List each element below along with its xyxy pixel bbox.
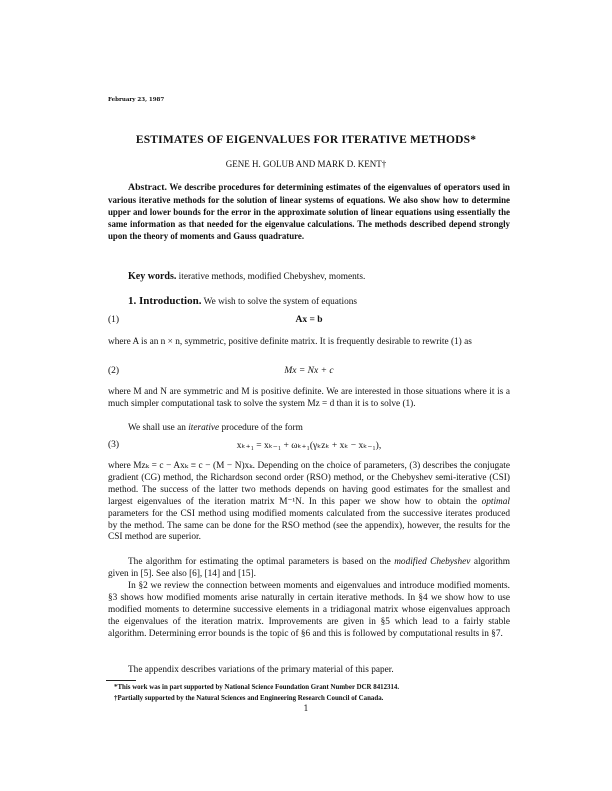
paragraph: In §2 we review the connection between moments and eigenvalues and introduce modified moments. §3 shows how modified moments arise naturally in certain iterative methods. In §4 we show how to use modified moments to determine successive elements in a tridiagonal matrix whose eigenvalues approach the eigenvalues of the iteration matrix. Improvements are given in §5 which lead to a fairly stable algorithm. Determining error bounds is the topic of §6 and this is followed by computational results in §7. bbox=[108, 581, 510, 639]
keywords-text: iterative methods, modified Chebyshev, moments. bbox=[178, 272, 366, 282]
equation-number: (3) bbox=[108, 440, 120, 450]
text: parameters for the CSI method using modified moments calculated from the successive iterates produced by the method. The same can be done for the RSO method (see the appendix), however, the results for the CSI method are superior. bbox=[108, 508, 510, 543]
text: algorithm given in [5]. See also [6], [14] and [15]. bbox=[108, 557, 510, 579]
text: We shall use an bbox=[128, 423, 189, 433]
equation-expr: xₖ₊₁ = xₖ₋₁ + ωₖ₊₁(γₖzₖ + xₖ − xₖ₋₁), bbox=[236, 441, 382, 451]
equation-number: (1) bbox=[108, 315, 120, 325]
paragraph bbox=[108, 423, 510, 435]
keywords bbox=[108, 271, 510, 284]
equation-expr: Mx = Nx + c bbox=[284, 366, 334, 376]
abstract-label: Abstract. bbox=[128, 182, 167, 193]
equation-number: (2) bbox=[108, 366, 120, 376]
page-number: 1 bbox=[303, 704, 309, 713]
text: where Mzₖ = c − Axₖ ≡ c − (M − N)xₖ. Depending on the choice of parameters, (3) describes the conjugate gradient (CG) method, the Richardson second order (RSO) method, or the Chebyshev semi-iterative (CSI) method. The success of the latter two methods depends on having good estimates for the smallest and largest eigenvalues of the iteration matrix M⁻¹N. In this paper we show how to obtain the bbox=[108, 461, 510, 507]
emphasis: optimal bbox=[481, 496, 510, 507]
paragraph: where A is an n × n, symmetric, positive definite matrix. It is frequently desirable to rewrite (1) as bbox=[108, 337, 472, 347]
paragraph: The appendix describes variations of the primary material of this paper. bbox=[128, 665, 394, 675]
footnote-rule bbox=[106, 680, 136, 681]
emphasis: iterative bbox=[188, 423, 220, 433]
keywords-label: Key words. bbox=[128, 271, 177, 282]
emphasis: modified Chebyshev bbox=[394, 557, 471, 567]
authors: GENE H. GOLUB AND MARK D. KENT† bbox=[225, 159, 387, 169]
text: The algorithm for estimating the optimal parameters is based on the bbox=[128, 557, 395, 567]
abstract bbox=[108, 181, 510, 242]
abstract-text: We describe procedures for determining estimates of the eigenvalues of operators used in various iterative methods for the solution of linear systems of equations. We also show how to determine upper and lower bounds for the error in the approximate solution of linear equations using essentially the same information as that needed for the eigenvalue calculations. The methods described depend strongly upon the theory of moments and Gauss quadrature. bbox=[108, 182, 510, 241]
paragraph: where M and N are symmetric and M is positive definite. We are interested in those situations where it is a much simpler computational task to solve the system Mz = d than it is to solve (1). bbox=[108, 387, 510, 409]
footnote: †Partially supported by the Natural Sciences and Engineering Research Council of Canada. bbox=[114, 695, 384, 702]
intro-lead: We wish to solve the system of equations bbox=[203, 297, 358, 307]
section-heading: 1. Introduction. bbox=[128, 295, 202, 307]
paragraph bbox=[108, 557, 510, 581]
footnote: *This work was in part supported by National Science Foundation Grant Number DCR 8412314. bbox=[114, 684, 400, 691]
date-header: February 23, 1987 bbox=[108, 97, 165, 103]
intro-heading-line bbox=[108, 296, 510, 309]
paragraph bbox=[108, 461, 510, 544]
paper-title: ESTIMATES OF EIGENVALUES FOR ITERATIVE METHODS* bbox=[135, 134, 477, 146]
equation-expr: Ax = b bbox=[295, 315, 323, 325]
text: procedure of the form bbox=[219, 423, 303, 433]
